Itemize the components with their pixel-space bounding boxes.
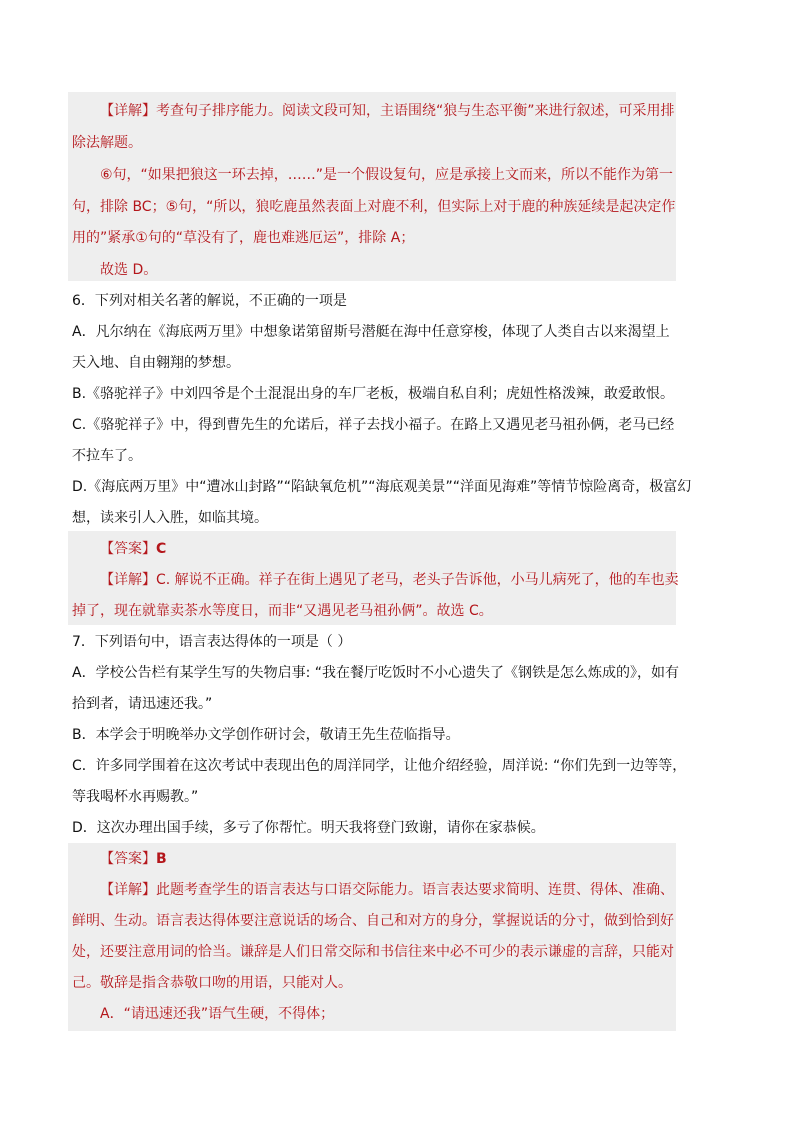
q7-option-d: D．这次办理出国手续，多亏了你帮忙。明天我将登门致谢，请你在家恭候。 (72, 820, 545, 836)
q6-option-d-line2: 想，读来引人入胜，如临其境。 (72, 510, 268, 526)
answer-value: C (156, 541, 167, 557)
q7-option-c-line1: C．许多同学围着在这次考试中表现出色的周洋同学，让他介绍经验，周洋说: “你们先到一边等等， (72, 758, 687, 774)
answer5-p2-line2: 句，排除 BC；⑤句，“所以，狼吃鹿虽然表面上对鹿不利，但实际上对于鹿的种族延续是起决定作 (72, 199, 676, 215)
q7-detail-line3: 处，还要注意用词的恰当。谦辞是人们日常交际和书信往来中必不可少的表示谦虚的言辞，只能对 (72, 944, 674, 960)
q7-option-c-line2: 等我喝杯水再赐教。” (72, 789, 199, 805)
answer5-choice: 故选 D。 (100, 262, 158, 278)
answer5-p2-line1: ⑥句，“如果把狼这一环去掉，……”是一个假设复句，应是承接上文而来，所以不能作为第一 (100, 167, 674, 183)
q7-stem: 7．下列语句中，语言表达得体的一项是（ ） (72, 634, 352, 650)
q6-option-c-line1: C.《骆驼祥子》中，得到曹先生的允诺后，祥子去找小福子。在路上又遇见老马祖孙俩，老马已经 (72, 417, 675, 433)
q7-answer-box (68, 843, 676, 1031)
answer-value: B (156, 851, 167, 867)
q6-detail-line2: 掉了，现在就靠卖茶水等度日，而非“又遇见老马祖孙俩”。故选 C。 (72, 603, 493, 619)
answer5-p2-line3: 用的”紧承①句的“草没有了，鹿也难逃厄运”，排除 A； (72, 230, 415, 246)
answer5-box (68, 92, 676, 281)
q6-detail-line1: 【详解】C. 解说不正确。祥子在街上遇见了老马，老头子告诉他，小马儿病死了，他的车也卖 (100, 572, 679, 588)
answer5-detail-line2: 除法解题。 (72, 135, 142, 151)
q7-option-a-line2: 拾到者，请迅速还我。” (72, 696, 213, 712)
q7-detail-line5: A．“请迅速还我”语气生硬，不得体； (100, 1006, 335, 1022)
q7-answer (100, 851, 676, 867)
q6-option-d-line1: D.《海底两万里》中“遭冰山封路”“陷缺氧危机”“海底观美景”“洋面见海难”等情节惊险离奇，极富幻 (72, 479, 692, 495)
q6-option-a-line2: 天入地、自由翱翔的梦想。 (72, 355, 240, 371)
q6-option-a-line1: A．凡尔纳在《海底两万里》中想象诺第留斯号潜艇在海中任意穿梭，体现了人类自古以来渴望上 (72, 324, 670, 340)
q6-option-c-line2: 不拉车了。 (72, 448, 142, 464)
q7-detail-line2: 鲜明、生动。语言表达得体要注意说话的场合、自己和对方的身分，掌握说话的分寸，做到恰到好 (72, 913, 674, 929)
q6-answer (100, 541, 676, 557)
detail-tag: 【详解】 (100, 103, 156, 119)
q7-detail-line1: 【详解】此题考查学生的语言表达与口语交际能力。语言表达要求简明、连贯、得体、准确、 (100, 882, 674, 898)
q7-option-a-line1: A．学校公告栏有某学生写的失物启事: “我在餐厅吃饭时不小心遗失了《钢铁是怎么炼成的》，如有 (72, 665, 679, 681)
detail-tag: 【详解】 (100, 882, 156, 898)
q7-detail-line4: 己。敬辞是指含恭敬口吻的用语，只能对人。 (72, 975, 352, 991)
answer-tag: 【答案】 (100, 851, 156, 867)
q6-stem: 6．下列对相关名著的解说，不正确的一项是 (72, 293, 347, 309)
q6-option-b: B.《骆驼祥子》中刘四爷是个土混混出身的车厂老板，极端自私自利；虎妞性格泼辣，敢爱敢恨。 (72, 386, 675, 402)
detail-tag: 【详解】 (100, 572, 156, 588)
answer-tag: 【答案】 (100, 541, 156, 557)
answer5-detail-line1: 【详解】考查句子排序能力。阅读文段可知，主语围绕“狼与生态平衡”来进行叙述，可采用排 (100, 103, 675, 119)
q7-option-b: B．本学会于明晚举办文学创作研讨会，敬请王先生莅临指导。 (72, 727, 460, 743)
